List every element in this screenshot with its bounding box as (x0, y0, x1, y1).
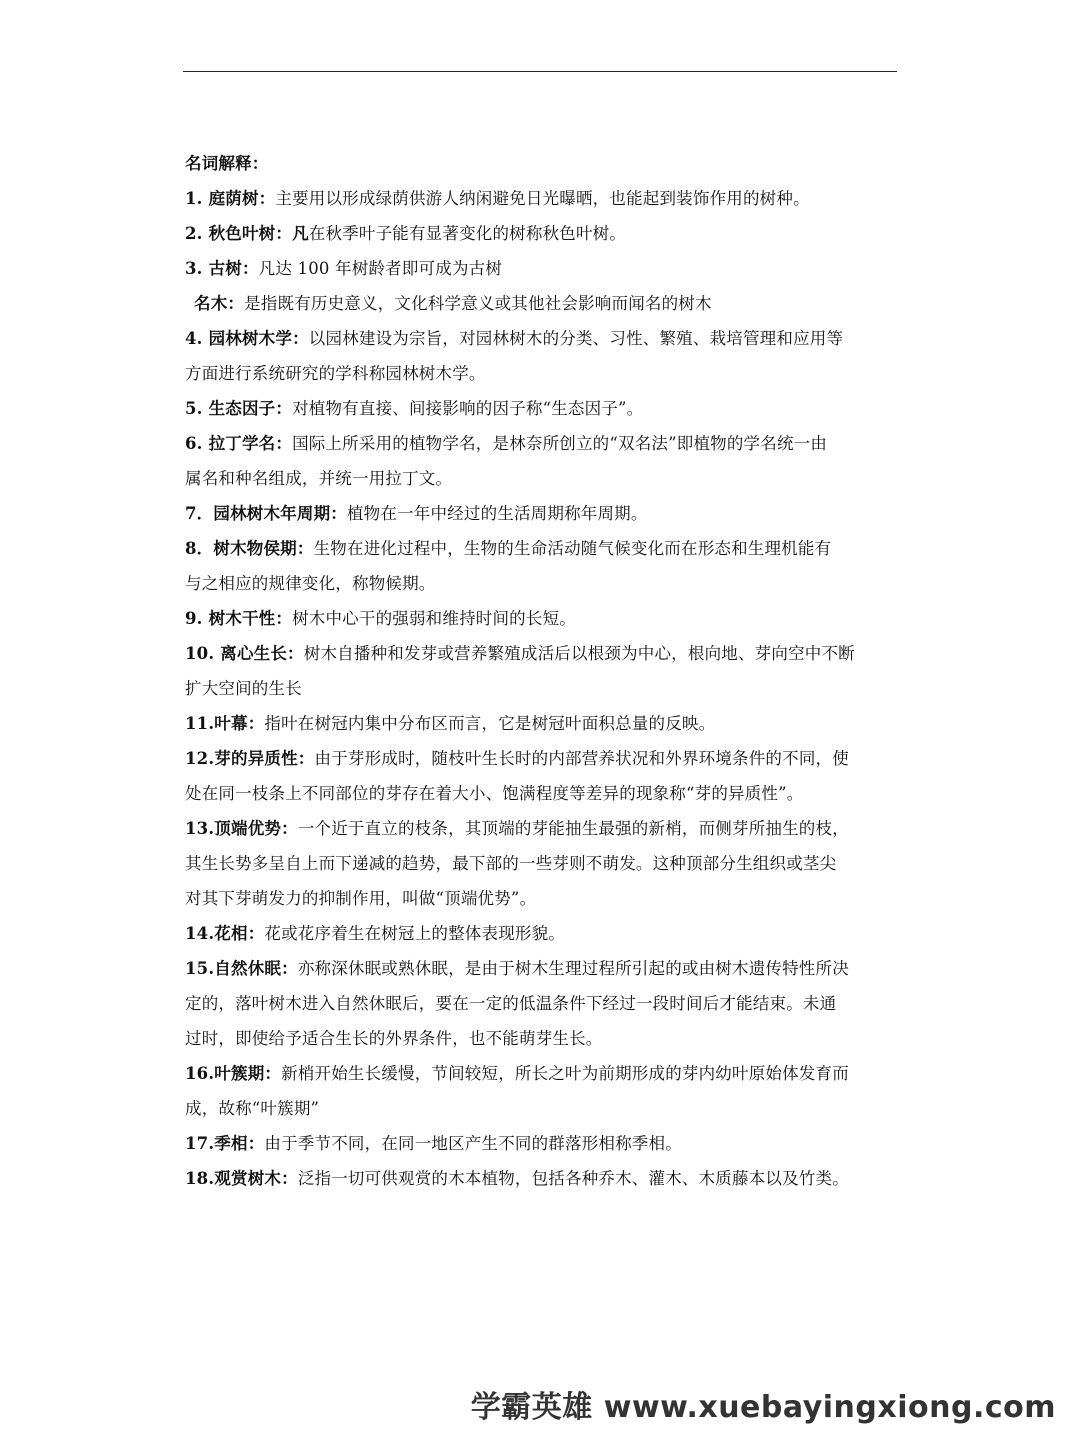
definition-continuation (185, 780, 897, 807)
definition-term: 16.叶簇期： (185, 1064, 282, 1083)
definition-line (185, 745, 897, 772)
definition-term: 9. 树木干性： (185, 609, 293, 628)
definition-line (185, 710, 897, 737)
definition-line (185, 290, 897, 317)
definition-continuation (185, 570, 897, 597)
definition-line (185, 1060, 897, 1087)
definition-term: 11.叶幕： (185, 714, 265, 733)
definition-text: 以园林建设为宗旨，对园林树木的分类、习性、繁殖、栽培管理和应用等 (308, 329, 844, 348)
definition-continuation (185, 465, 897, 492)
definition-line (185, 220, 897, 247)
header-rule (183, 71, 897, 72)
section-heading: 名词解释： (185, 154, 269, 173)
site-watermark: 学霸英雄 www.xuebayingxiong.com (470, 1390, 1056, 1425)
definition-line (185, 535, 897, 562)
definition-text: 定的，落叶树木进入自然休眠后，要在一定的低温条件下经过一段时间后才能结束。未通 (185, 994, 837, 1013)
definition-text: 国际上所采用的植物学名，是林奈所创立的“双名法”即植物的学名统一由 (292, 434, 828, 453)
definition-line (185, 430, 897, 457)
definition-text: 由于芽形成时，随枝叶生长时的内部营养状况和外界环境条件的不同，使 (314, 749, 849, 768)
definition-term: 7．园林树木年周期： (185, 504, 347, 523)
definition-text: 树木中心干的强弱和维持时间的长短。 (292, 609, 576, 628)
definition-line (185, 955, 897, 982)
definition-text: 主要用以形成绿荫供游人纳闲避免日光曝晒，也能起到装饰作用的树种。 (275, 189, 810, 208)
definition-term: 1. 庭荫树： (185, 189, 276, 208)
definition-text: 扩大空间的生长 (185, 679, 302, 698)
definition-text: 树木自播种和发芽或营养繁殖成活后以根颈为中心，根向地、芽向空中不断 (303, 644, 855, 663)
definition-text: 对植物有直接、间接影响的因子称“生态因子”。 (292, 399, 644, 418)
definition-text: 凡达 100 年树龄者即可成为古树 (258, 259, 503, 278)
definition-line (185, 1130, 897, 1157)
definition-line (185, 185, 897, 212)
definition-term: 5. 生态因子： (185, 399, 293, 418)
definition-line (185, 325, 897, 352)
definition-continuation (185, 675, 897, 702)
definition-text: 过时，即使给予适合生长的外界条件，也不能萌芽生长。 (185, 1029, 603, 1048)
definition-continuation (185, 1025, 897, 1052)
definition-list (185, 185, 897, 1192)
definition-term: 名木： (194, 294, 245, 313)
definition-term: 4. 园林树木学： (185, 329, 309, 348)
definition-line (185, 255, 897, 282)
definition-term: 18.观赏树木： (185, 1169, 298, 1188)
definition-text: 是指既有历史意义，文化科学意义或其他社会影响而闻名的树木 (244, 294, 712, 313)
definition-line (185, 500, 897, 527)
definition-term: 3. 古树： (185, 259, 259, 278)
definition-term: 6. 拉丁学名： (185, 434, 293, 453)
definition-term: 10. 离心生长： (185, 644, 304, 663)
definition-term: 13.顶端优势： (185, 819, 298, 838)
definition-text: 处在同一枝条上不同部位的芽存在着大小、饱满程度等差异的现象称“芽的异质性”。 (185, 784, 804, 803)
definition-term: 14.花相： (185, 924, 265, 943)
definition-text: 由于季节不同，在同一地区产生不同的群落形相称季相。 (264, 1134, 682, 1153)
definition-text: 植物在一年中经过的生活周期称年周期。 (346, 504, 648, 523)
definition-line (185, 640, 897, 667)
definition-continuation (185, 885, 897, 912)
definition-term: 17.季相： (185, 1134, 265, 1153)
definition-text: 其生长势多呈自上而下递减的趋势，最下部的一些芽则不萌发。这种顶部分生组织或茎尖 (185, 854, 837, 873)
definition-text: 在秋季叶子能有显著变化的树称秋色叶树。 (308, 224, 627, 243)
definition-continuation (185, 990, 897, 1017)
definition-text: 生物在进化过程中，生物的生命活动随气候变化而在形态和生理机能有 (313, 539, 832, 558)
definition-line (185, 395, 897, 422)
definition-continuation (185, 1095, 897, 1122)
definition-text: 与之相应的规律变化，称物候期。 (185, 574, 436, 593)
definition-text: 新梢开始生长缓慢，节间较短，所长之叶为前期形成的芽内幼叶原始体发育而 (281, 1064, 849, 1083)
definition-continuation (185, 850, 897, 877)
definition-term: 12.芽的异质性： (185, 749, 315, 768)
definition-text: 一个近于直立的枝条，其顶端的芽能抽生最强的新梢，而侧芽所抽生的枝， (297, 819, 849, 838)
definition-text: 对其下芽萌发力的抑制作用，叫做“顶端优势”。 (185, 889, 537, 908)
definition-text: 属名和种名组成，并统一用拉丁文。 (185, 469, 453, 488)
definition-text: 泛指一切可供观赏的木本植物，包括各种乔木、灌木、木质藤本以及竹类。 (297, 1169, 849, 1188)
definition-text: 成，故称“叶簇期” (185, 1099, 320, 1118)
document-body (185, 150, 897, 1200)
definition-line (185, 1165, 897, 1192)
definition-term: 2. 秋色叶树：凡 (185, 224, 309, 243)
definition-continuation (185, 360, 897, 387)
definition-term: 8．树木物侯期： (185, 539, 314, 558)
definition-line (185, 920, 897, 947)
definition-term: 15.自然休眠： (185, 959, 298, 978)
definition-text: 方面进行系统研究的学科称园林树木学。 (185, 364, 486, 383)
definition-line (185, 605, 897, 632)
definition-text: 亦称深休眠或熟休眠，是由于树木生理过程所引起的或由树木遗传特性所决 (297, 959, 849, 978)
definition-text: 花或花序着生在树冠上的整体表现形貌。 (264, 924, 566, 943)
definition-line (185, 815, 897, 842)
definition-text: 指叶在树冠内集中分布区而言，它是树冠叶面积总量的反映。 (264, 714, 716, 733)
